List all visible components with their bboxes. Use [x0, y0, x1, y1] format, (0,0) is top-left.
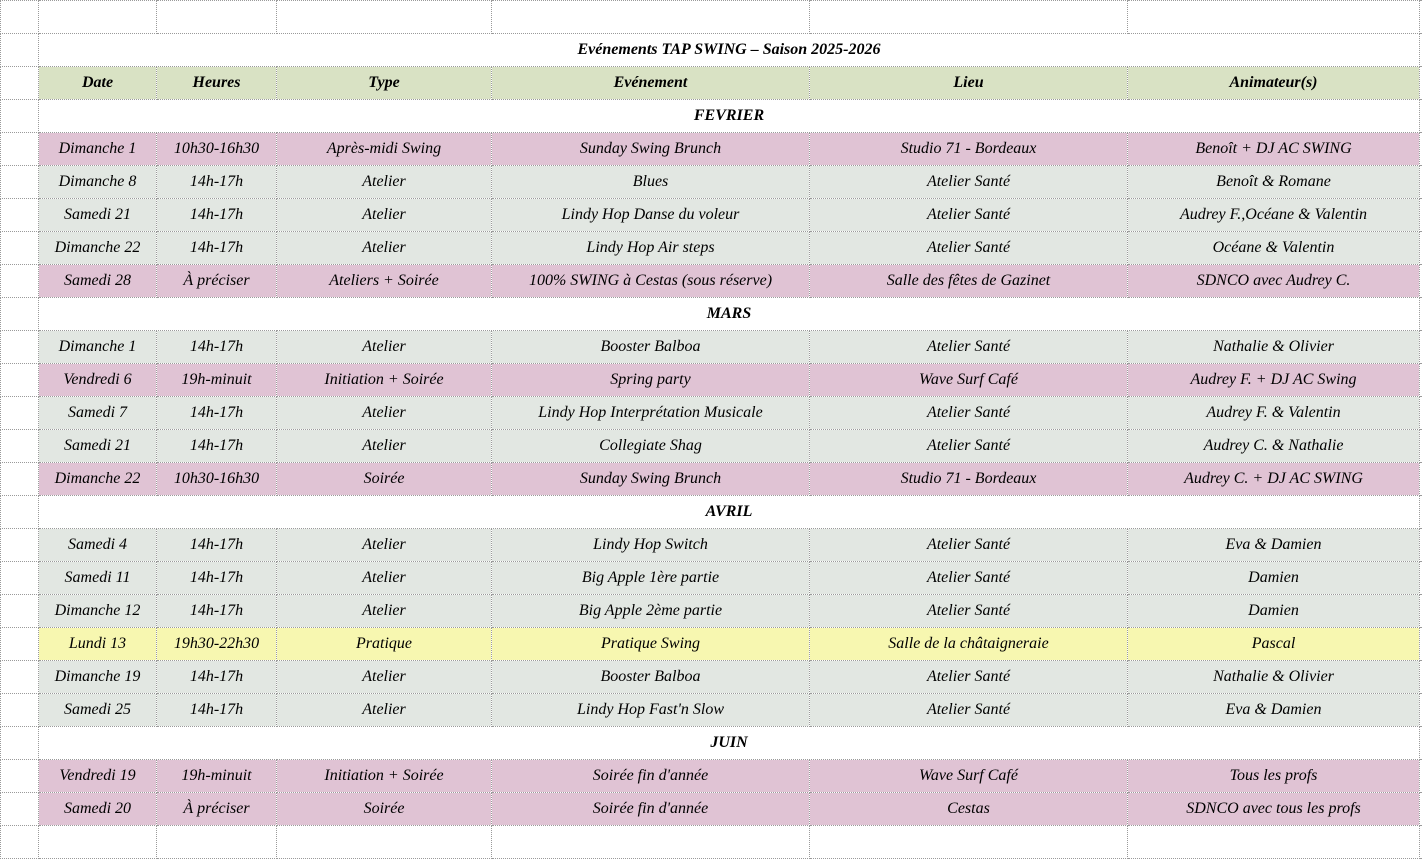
cell-evnement[interactable]: Booster Balboa [492, 331, 810, 364]
empty-cell [1420, 364, 1423, 397]
empty-cell [1, 463, 39, 496]
cell-type[interactable]: Atelier [277, 595, 492, 628]
cell-date[interactable]: Samedi 21 [39, 430, 157, 463]
empty-cell [1, 793, 39, 826]
table-row[interactable] [1, 562, 1423, 595]
cell-animateurs[interactable]: Eva & Damien [1128, 694, 1420, 727]
empty-cell [1, 694, 39, 727]
table-row[interactable] [1, 430, 1423, 463]
cell-animateurs[interactable]: Eva & Damien [1128, 529, 1420, 562]
column-header-type[interactable]: Type [277, 67, 492, 100]
sheet-top-margin-row [1, 1, 1423, 34]
cell-animateurs[interactable]: Audrey C. & Nathalie [1128, 430, 1420, 463]
empty-cell [1420, 496, 1423, 529]
cell-type[interactable]: Atelier [277, 661, 492, 694]
cell-date[interactable]: Dimanche 1 [39, 133, 157, 166]
empty-cell [1420, 430, 1423, 463]
empty-cell [1128, 1, 1420, 34]
column-header-evnement[interactable]: Evénement [492, 67, 810, 100]
cell-type[interactable]: Initiation + Soirée [277, 760, 492, 793]
cell-evnement[interactable]: Collegiate Shag [492, 430, 810, 463]
empty-cell [1420, 199, 1423, 232]
cell-animateurs[interactable]: Tous les profs [1128, 760, 1420, 793]
empty-cell [1, 298, 39, 331]
cell-animateurs[interactable]: Audrey F. + DJ AC Swing [1128, 364, 1420, 397]
empty-cell [1420, 595, 1423, 628]
cell-lieu[interactable]: Atelier Santé [810, 397, 1128, 430]
cell-evnement[interactable]: Big Apple 2ème partie [492, 595, 810, 628]
table-row[interactable] [1, 661, 1423, 694]
cell-lieu[interactable]: Wave Surf Café [810, 364, 1128, 397]
cell-date[interactable]: Dimanche 12 [39, 595, 157, 628]
empty-cell [1420, 661, 1423, 694]
empty-cell [39, 1, 157, 34]
cell-heures[interactable]: 14h-17h [157, 595, 277, 628]
empty-cell [1, 562, 39, 595]
month-label-mars: MARS [39, 298, 1420, 331]
cell-heures[interactable]: 10h30-16h30 [157, 463, 277, 496]
empty-cell [1420, 331, 1423, 364]
cell-lieu[interactable]: Atelier Santé [810, 661, 1128, 694]
cell-lieu[interactable]: Studio 71 - Bordeaux [810, 133, 1128, 166]
cell-type[interactable]: Après-midi Swing [277, 133, 492, 166]
empty-cell [1420, 397, 1423, 430]
cell-heures[interactable]: 14h-17h [157, 430, 277, 463]
cell-type[interactable]: Pratique [277, 628, 492, 661]
cell-evnement[interactable]: Spring party [492, 364, 810, 397]
table-row[interactable] [1, 166, 1423, 199]
cell-type[interactable]: Atelier [277, 694, 492, 727]
cell-heures[interactable]: 19h-minuit [157, 364, 277, 397]
column-header-lieu[interactable]: Lieu [810, 67, 1128, 100]
cell-evnement[interactable]: Pratique Swing [492, 628, 810, 661]
empty-cell [157, 1, 277, 34]
cell-heures[interactable]: 14h-17h [157, 397, 277, 430]
cell-date[interactable]: Samedi 7 [39, 397, 157, 430]
cell-heures[interactable]: À préciser [157, 793, 277, 826]
cell-type[interactable]: Soirée [277, 793, 492, 826]
cell-date[interactable]: Vendredi 6 [39, 364, 157, 397]
table-row[interactable] [1, 793, 1423, 826]
empty-cell [1, 661, 39, 694]
cell-evnement[interactable]: Lindy Hop Danse du voleur [492, 199, 810, 232]
table-row[interactable] [1, 463, 1423, 496]
cell-evnement[interactable]: Blues [492, 166, 810, 199]
cell-evnement[interactable]: 100% SWING à Cestas (sous réserve) [492, 265, 810, 298]
cell-heures[interactable]: 19h30-22h30 [157, 628, 277, 661]
month-label-juin: JUIN [39, 727, 1420, 760]
cell-lieu[interactable]: Atelier Santé [810, 331, 1128, 364]
column-header-date[interactable]: Date [39, 67, 157, 100]
cell-type[interactable]: Soirée [277, 463, 492, 496]
cell-animateurs[interactable]: Benoît + DJ AC SWING [1128, 133, 1420, 166]
empty-cell [1, 133, 39, 166]
cell-heures[interactable]: 14h-17h [157, 562, 277, 595]
empty-cell [1, 232, 39, 265]
month-header-row [1, 100, 1423, 133]
cell-date[interactable]: Samedi 20 [39, 793, 157, 826]
cell-date[interactable]: Samedi 21 [39, 199, 157, 232]
table-row[interactable] [1, 595, 1423, 628]
cell-lieu[interactable]: Wave Surf Café [810, 760, 1128, 793]
empty-cell [1, 166, 39, 199]
empty-cell [492, 1, 810, 34]
empty-cell [1420, 298, 1423, 331]
empty-cell [1420, 67, 1423, 100]
empty-cell [1420, 727, 1423, 760]
table-row[interactable] [1, 364, 1423, 397]
cell-animateurs[interactable]: SDNCO avec tous les profs [1128, 793, 1420, 826]
cell-evnement[interactable]: Lindy Hop Switch [492, 529, 810, 562]
cell-lieu[interactable]: Atelier Santé [810, 232, 1128, 265]
empty-cell [1420, 463, 1423, 496]
cell-lieu[interactable]: Salle des fêtes de Gazinet [810, 265, 1128, 298]
table-row[interactable] [1, 628, 1423, 661]
empty-cell [1, 628, 39, 661]
cell-heures[interactable]: 14h-17h [157, 232, 277, 265]
cell-evnement[interactable]: Soirée fin d'année [492, 760, 810, 793]
cell-type[interactable]: Atelier [277, 199, 492, 232]
month-label-avril: AVRIL [39, 496, 1420, 529]
table-row[interactable] [1, 232, 1423, 265]
cell-type[interactable]: Atelier [277, 430, 492, 463]
cell-heures[interactable]: 14h-17h [157, 166, 277, 199]
cell-heures[interactable]: 14h-17h [157, 199, 277, 232]
empty-cell [1420, 265, 1423, 298]
table-row[interactable] [1, 397, 1423, 430]
cell-type[interactable]: Atelier [277, 562, 492, 595]
empty-cell [1420, 793, 1423, 826]
table-row[interactable] [1, 265, 1423, 298]
empty-cell [1, 397, 39, 430]
cell-animateurs[interactable]: Damien [1128, 562, 1420, 595]
empty-cell [1, 760, 39, 793]
empty-cell [1420, 562, 1423, 595]
empty-cell [1420, 34, 1423, 67]
cell-lieu[interactable]: Atelier Santé [810, 199, 1128, 232]
cell-lieu[interactable]: Cestas [810, 793, 1128, 826]
title-row [1, 34, 1423, 67]
cell-animateurs[interactable]: Océane & Valentin [1128, 232, 1420, 265]
empty-cell [39, 826, 157, 859]
empty-cell [810, 826, 1128, 859]
table-row[interactable] [1, 529, 1423, 562]
sheet-bottom-margin-row [1, 826, 1423, 859]
cell-evnement[interactable]: Big Apple 1ère partie [492, 562, 810, 595]
empty-cell [1, 529, 39, 562]
cell-date[interactable]: Dimanche 22 [39, 232, 157, 265]
table-row[interactable] [1, 199, 1423, 232]
cell-evnement[interactable]: Lindy Hop Interprétation Musicale [492, 397, 810, 430]
month-header-row [1, 496, 1423, 529]
cell-date[interactable]: Dimanche 8 [39, 166, 157, 199]
empty-cell [1420, 529, 1423, 562]
cell-lieu[interactable]: Atelier Santé [810, 562, 1128, 595]
empty-cell [1, 595, 39, 628]
empty-cell [157, 826, 277, 859]
cell-type[interactable]: Ateliers + Soirée [277, 265, 492, 298]
cell-heures[interactable]: 14h-17h [157, 529, 277, 562]
empty-cell [1, 100, 39, 133]
empty-cell [1, 199, 39, 232]
cell-animateurs[interactable]: SDNCO avec Audrey C. [1128, 265, 1420, 298]
cell-evnement[interactable]: Soirée fin d'année [492, 793, 810, 826]
empty-cell [810, 1, 1128, 34]
cell-animateurs[interactable]: Pascal [1128, 628, 1420, 661]
cell-animateurs[interactable]: Benoît & Romane [1128, 166, 1420, 199]
empty-cell [1, 430, 39, 463]
empty-cell [1, 496, 39, 529]
cell-date[interactable]: Dimanche 22 [39, 463, 157, 496]
cell-lieu[interactable]: Salle de la châtaigneraie [810, 628, 1128, 661]
cell-lieu[interactable]: Atelier Santé [810, 595, 1128, 628]
column-header-animateurs[interactable]: Animateur(s) [1128, 67, 1420, 100]
cell-date[interactable]: Samedi 25 [39, 694, 157, 727]
cell-date[interactable]: Samedi 4 [39, 529, 157, 562]
empty-cell [1420, 760, 1423, 793]
cell-type[interactable]: Atelier [277, 331, 492, 364]
empty-cell [1, 34, 39, 67]
cell-date[interactable]: Vendredi 19 [39, 760, 157, 793]
cell-heures[interactable]: 14h-17h [157, 661, 277, 694]
month-header-row [1, 727, 1423, 760]
cell-date[interactable]: Dimanche 19 [39, 661, 157, 694]
cell-heures[interactable]: 10h30-16h30 [157, 133, 277, 166]
page-title: Evénements TAP SWING – Saison 2025-2026 [39, 34, 1420, 67]
cell-animateurs[interactable]: Nathalie & Olivier [1128, 331, 1420, 364]
cell-animateurs[interactable]: Audrey F. & Valentin [1128, 397, 1420, 430]
cell-animateurs[interactable]: Audrey F.,Océane & Valentin [1128, 199, 1420, 232]
cell-evnement[interactable]: Sunday Swing Brunch [492, 133, 810, 166]
cell-heures[interactable]: À préciser [157, 265, 277, 298]
empty-cell [277, 826, 492, 859]
table-row[interactable] [1, 694, 1423, 727]
empty-cell [1420, 826, 1423, 859]
month-label-fevrier: FEVRIER [39, 100, 1420, 133]
cell-lieu[interactable]: Atelier Santé [810, 694, 1128, 727]
table-header-row [1, 67, 1423, 100]
empty-cell [1420, 1, 1423, 34]
cell-lieu[interactable]: Studio 71 - Bordeaux [810, 463, 1128, 496]
cell-heures[interactable]: 19h-minuit [157, 760, 277, 793]
cell-type[interactable]: Atelier [277, 529, 492, 562]
cell-type[interactable]: Atelier [277, 166, 492, 199]
empty-cell [1420, 133, 1423, 166]
cell-type[interactable]: Atelier [277, 232, 492, 265]
empty-cell [1420, 232, 1423, 265]
empty-cell [1420, 694, 1423, 727]
cell-evnement[interactable]: Lindy Hop Air steps [492, 232, 810, 265]
table-row[interactable] [1, 760, 1423, 793]
table-row[interactable] [1, 331, 1423, 364]
cell-date[interactable]: Samedi 11 [39, 562, 157, 595]
empty-cell [1, 67, 39, 100]
empty-cell [1, 826, 39, 859]
cell-evnement[interactable]: Booster Balboa [492, 661, 810, 694]
empty-cell [1, 364, 39, 397]
month-header-row [1, 298, 1423, 331]
empty-cell [1, 1, 39, 34]
cell-lieu[interactable]: Atelier Santé [810, 430, 1128, 463]
cell-heures[interactable]: 14h-17h [157, 694, 277, 727]
column-header-heures[interactable]: Heures [157, 67, 277, 100]
cell-evnement[interactable]: Sunday Swing Brunch [492, 463, 810, 496]
cell-animateurs[interactable]: Nathalie & Olivier [1128, 661, 1420, 694]
empty-cell [1, 331, 39, 364]
cell-lieu[interactable]: Atelier Santé [810, 166, 1128, 199]
cell-heures[interactable]: 14h-17h [157, 331, 277, 364]
cell-animateurs[interactable]: Damien [1128, 595, 1420, 628]
cell-type[interactable]: Atelier [277, 397, 492, 430]
empty-cell [1128, 826, 1420, 859]
cell-lieu[interactable]: Atelier Santé [810, 529, 1128, 562]
cell-evnement[interactable]: Lindy Hop Fast'n Slow [492, 694, 810, 727]
cell-date[interactable]: Samedi 28 [39, 265, 157, 298]
empty-cell [1420, 100, 1423, 133]
cell-date[interactable]: Lundi 13 [39, 628, 157, 661]
empty-cell [1, 727, 39, 760]
empty-cell [1, 265, 39, 298]
cell-type[interactable]: Initiation + Soirée [277, 364, 492, 397]
table-row[interactable] [1, 133, 1423, 166]
empty-cell [277, 1, 492, 34]
cell-date[interactable]: Dimanche 1 [39, 331, 157, 364]
cell-animateurs[interactable]: Audrey C. + DJ AC SWING [1128, 463, 1420, 496]
empty-cell [1420, 628, 1423, 661]
empty-cell [1420, 166, 1423, 199]
empty-cell [492, 826, 810, 859]
